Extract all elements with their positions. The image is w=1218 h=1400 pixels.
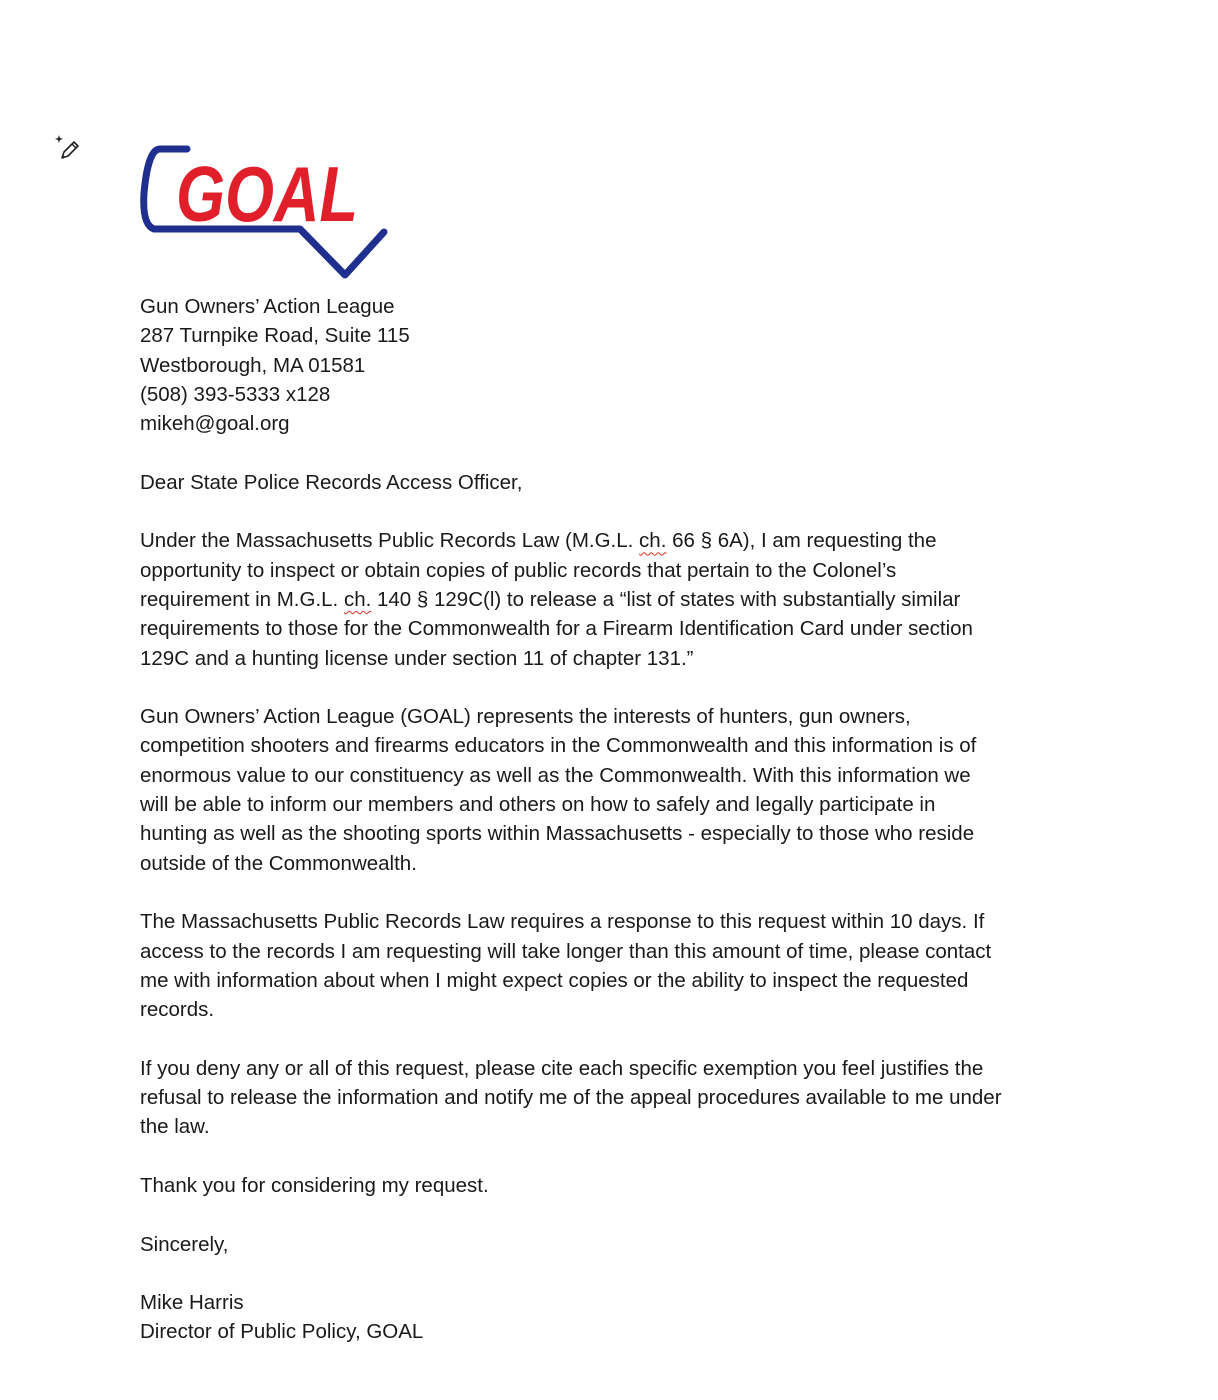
spellcheck-word[interactable]: ch. [343, 587, 372, 611]
signer-title: Director of Public Policy, GOAL [140, 1320, 424, 1344]
spellcheck-word[interactable]: ch. [639, 529, 667, 553]
paragraph-line: Gun Owners’ Action League (GOAL) represents the interests of hunters, gun owners, [140, 705, 911, 729]
paragraph-goal-description [140, 702, 1080, 878]
magic-pen-icon[interactable] [52, 132, 82, 162]
paragraph-line: outside of the Commonwealth. [140, 851, 417, 875]
paragraph-line: If you deny any or all of this request, please cite each specific exemption you feel justifies the [140, 1056, 984, 1080]
signer-name: Mike Harris [140, 1291, 244, 1315]
paragraph-line: opportunity to inspect or obtain copies of public records that pertain to the Colonel’s [140, 558, 897, 582]
paragraph-line: 129C and a hunting license under section 11 of chapter 131.” [140, 646, 694, 670]
paragraph-line: refusal to release the information and notify me of the appeal procedures available to me under [140, 1086, 1002, 1110]
email-address: mikeh@goal.org [140, 412, 290, 436]
paragraph-line: requirements to those for the Commonwealth for a Firearm Identification Card under section [140, 617, 973, 641]
closing: Sincerely, [140, 1232, 229, 1256]
org-name: Gun Owners’ Action League [140, 295, 395, 318]
street-address: 287 Turnpike Road, Suite 115 [140, 324, 410, 348]
signature-block [140, 1288, 1080, 1347]
thank-you-line: Thank you for considering my request. [140, 1173, 489, 1197]
paragraph-line: me with information about when I might expect copies or the ability to inspect the requested [140, 968, 969, 992]
paragraph-line: hunting as well as the shooting sports within Massachusetts - especially to those who reside [140, 822, 975, 846]
logo-text: GOAL [176, 150, 358, 238]
paragraph-line: records. [140, 998, 215, 1022]
paragraph-line: competition shooters and firearms educators in the Commonwealth and this information is of [140, 734, 977, 758]
paragraph-line: access to the records I am requesting will take longer than this amount of time, please contact [140, 939, 992, 963]
city-state-zip: Westborough, MA 01581 [140, 353, 366, 377]
paragraph-denial [140, 1054, 1080, 1142]
paragraph-line: will be able to inform our members and others on how to safely and legally participate in [140, 793, 936, 817]
paragraph-line: the law. [140, 1115, 210, 1139]
paragraph-line: Under the Massachusetts Public Records Law (M.G.L. ch. 66 § 6A), I am requesting the [140, 529, 937, 553]
goal-logo [140, 143, 396, 289]
letterhead [140, 292, 1080, 438]
paragraph-request [140, 526, 1080, 672]
salutation: Dear State Police Records Access Officer, [140, 470, 523, 494]
paragraph-line: The Massachusetts Public Records Law requires a response to this request within 10 days. If [140, 910, 985, 934]
phone-number: (508) 393-5333 x128 [140, 382, 331, 406]
paragraph-response-time [140, 907, 1080, 1024]
paragraph-line: enormous value to our constituency as well as the Commonwealth. With this information we [140, 763, 971, 787]
paragraph-line: requirement in M.G.L. ch. 140 § 129C(l) to release a “list of states with substantially similar [140, 587, 961, 611]
letter-body [140, 292, 1080, 1347]
